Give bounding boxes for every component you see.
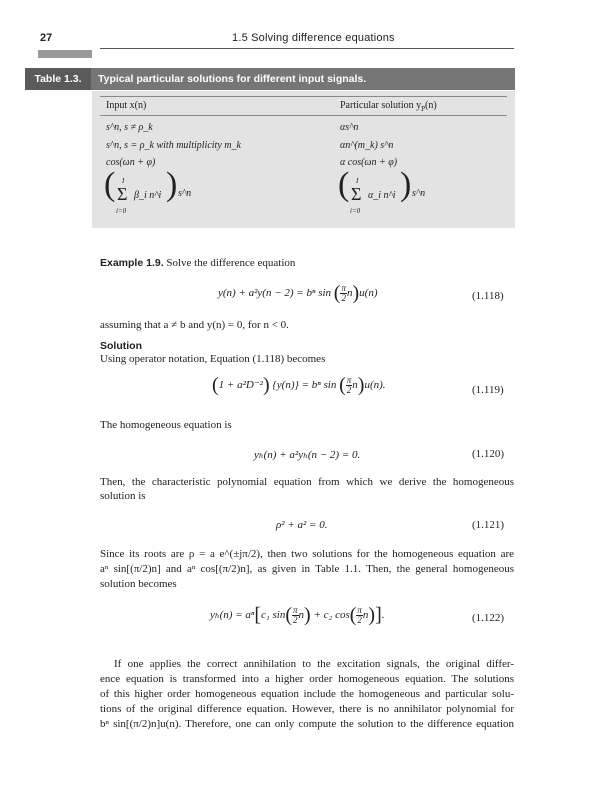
eq118-paren-open: (	[333, 282, 341, 304]
roots-line-2: aⁿ sin[(π/2)n] and aⁿ cos[(π/2)n], as given in Table 1.1. Then, the general homogeneous	[100, 563, 514, 575]
paragraph-line-1: If one applies the correct annihilation to the excitation signals, the original differ-	[114, 658, 514, 670]
eq-number-1-121: (1.121)	[472, 519, 505, 531]
char-text-line-2: solution is	[100, 490, 146, 502]
table-col2-header-tail: (n)	[425, 100, 437, 111]
right-paren: )	[166, 166, 178, 203]
table-row-4-solution	[338, 166, 458, 224]
left-paren: (	[338, 166, 350, 203]
eq122-paren2-open: (	[349, 604, 357, 626]
table-row-1-solution: αs^n	[340, 122, 359, 133]
table-row-4-input	[104, 166, 224, 224]
eq119-paren2-open: (	[339, 374, 346, 396]
eq122-paren2-close: )	[368, 604, 376, 626]
eq118-inner: n	[346, 287, 353, 300]
eq119-lhs: 1 + a²D⁻²	[218, 379, 263, 392]
eq122-inner-1: n	[298, 609, 305, 622]
table-col1-header: Input x(n)	[106, 100, 147, 111]
sum-lower: i=0	[116, 207, 127, 215]
eq119-mid: {y(n)} = bⁿ sin	[272, 379, 337, 392]
table-caption-bar	[25, 68, 515, 90]
paragraph-line-5: bⁿ sin[(π/2)n]u(n). Therefore, one can only compute the solution to the difference equation	[100, 718, 514, 730]
sigma-symbol: Σ	[351, 184, 362, 204]
table-header-rule	[100, 115, 507, 116]
eq122-inner-2: n	[362, 609, 369, 622]
table-row-2-solution: αn^(m_k) s^n	[340, 140, 394, 151]
eq122-paren-close: )	[304, 604, 311, 626]
eq122-c1: c₁ sin	[261, 609, 286, 622]
frac-den: 2	[293, 615, 298, 625]
eq119-inner: n	[352, 379, 358, 392]
eq122-bracket-close: ]	[375, 604, 382, 626]
example-line	[100, 256, 295, 270]
solution-intro: Using operator notation, Equation (1.118) becomes	[100, 353, 326, 365]
sigma-symbol: Σ	[117, 184, 128, 204]
roots-line-3: solution becomes	[100, 578, 177, 590]
eq122-bracket-open: [	[254, 604, 262, 626]
equation-1-122	[210, 604, 385, 627]
sum-tail: s^n	[178, 188, 192, 199]
frac-den: 2	[341, 293, 346, 303]
table-row-3-input: cos(ωn + φ)	[106, 157, 156, 168]
example-heading: Example 1.9.	[100, 257, 164, 269]
eq122-plus: + c₂ cos	[313, 609, 350, 622]
frac-den: 2	[346, 385, 352, 395]
eq-number-1-120: (1.120)	[472, 448, 505, 460]
sum-upper: I	[122, 177, 125, 185]
decorative-bar	[38, 50, 92, 58]
eq122-lhs: yₕ(n) = aⁿ	[210, 609, 255, 622]
sum-tail: s^n	[412, 188, 426, 199]
table-title: Typical particular solutions for different input signals.	[98, 73, 367, 85]
header-rule	[100, 48, 514, 49]
page-number: 27	[40, 32, 53, 44]
example-text: Solve the difference equation	[166, 257, 296, 269]
eq118-lhs: y(n) + a²y(n − 2) = bⁿ sin	[218, 287, 332, 300]
table-label: Table 1.3.	[25, 68, 91, 90]
roots-line-1: Since its roots are ρ = a e^(±jπ/2), then two solutions for the homogeneous equation are	[100, 548, 514, 560]
homogeneous-text: The homogeneous equation is	[100, 419, 232, 431]
eq119-paren2-close: )	[357, 374, 365, 396]
equation-1-118	[218, 282, 377, 305]
table-col2-header	[340, 100, 437, 113]
eq119-end: u(n).	[364, 379, 386, 392]
table-row-1-input: s^n, s ≠ ρ_k	[106, 122, 153, 133]
eq122-paren-open: (	[285, 604, 292, 626]
assuming-text: assuming that a ≠ b and y(n) = 0, for n < 0.	[100, 319, 289, 331]
paragraph-line-4: tions of the original difference equation. However, there is no annihilator polynomial for	[100, 703, 514, 715]
running-title: 1.5 Solving difference equations	[232, 32, 395, 44]
table-top-rule	[100, 96, 507, 97]
eq119-paren-close: )	[262, 374, 270, 396]
table-row-3-solution: α cos(ωn + φ)	[340, 157, 398, 168]
eq119-paren-open: (	[212, 374, 219, 396]
table-row-2-input: s^n, s = ρ_k with multiplicity m_k	[106, 140, 241, 151]
eq118-end: u(n)	[359, 287, 378, 300]
frac-num: π	[357, 605, 362, 615]
paragraph-line-2: ence equation is transformed into a higher order homogeneous equation. The solutions	[100, 673, 514, 685]
eq-number-1-118: (1.118)	[472, 290, 504, 302]
paragraph-line-3: of this higher order homogeneous equation include the homogeneous and particular solu-	[100, 688, 514, 700]
sum-lower: i=0	[350, 207, 361, 215]
frac-num: π	[341, 283, 346, 293]
sum-term: α_i n^i	[368, 190, 396, 201]
table-col2-header-sub: P	[421, 105, 426, 113]
sum-upper: I	[356, 177, 359, 185]
eq-number-1-122: (1.122)	[472, 612, 505, 624]
eq122-end: .	[381, 609, 385, 622]
char-text-line-1: Then, the characteristic polynomial equation from which we derive the homogeneous	[100, 476, 514, 488]
equation-1-121: ρ² + a² = 0.	[276, 519, 328, 531]
table-col2-header-text: Particular solution y	[340, 100, 422, 111]
equation-1-119	[212, 374, 386, 397]
equation-1-120: yₕ(n) + a²yₕ(n − 2) = 0.	[254, 449, 361, 461]
right-paren: )	[400, 166, 412, 203]
frac-num: π	[293, 605, 298, 615]
eq118-paren-close: )	[352, 282, 360, 304]
eq-number-1-119: (1.119)	[472, 384, 504, 396]
left-paren: (	[104, 166, 116, 203]
sum-term: β_i n^i	[134, 190, 162, 201]
solution-heading: Solution	[100, 340, 142, 352]
frac-num: π	[346, 375, 352, 385]
frac-den: 2	[357, 615, 362, 625]
